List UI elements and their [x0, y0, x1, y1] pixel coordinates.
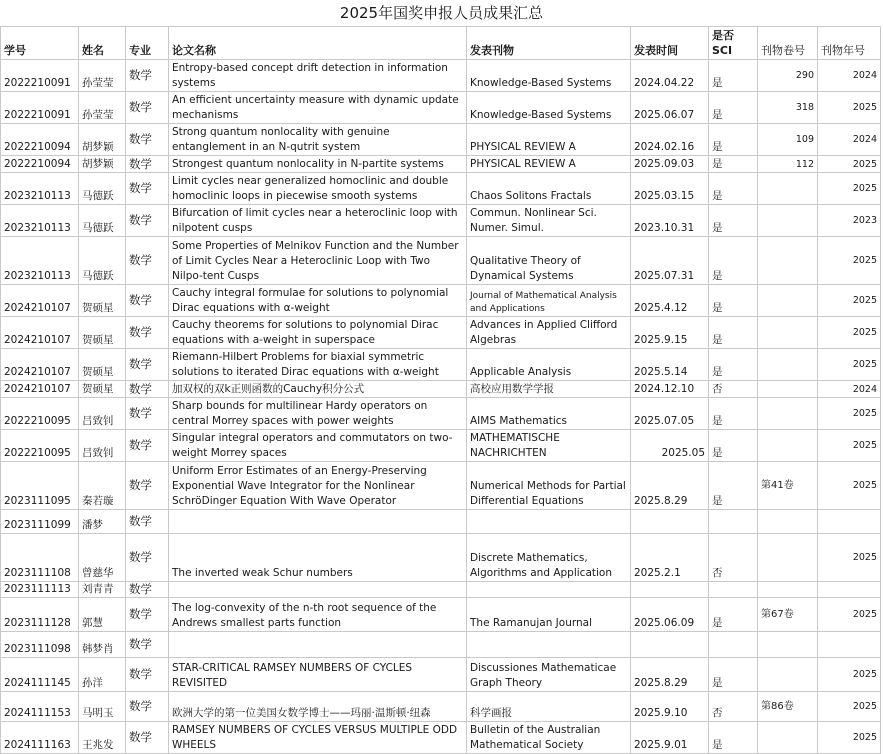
publish-date-cell[interactable]: 2024.02.16: [631, 124, 709, 156]
year-cell[interactable]: 2025: [818, 722, 881, 754]
paper-title-cell[interactable]: Cauchy integral formulae for solutions to polynomial Dirac equations with α-weight: [169, 285, 467, 317]
sci-cell[interactable]: 是: [709, 398, 758, 430]
table-row: [1, 124, 881, 156]
publish-date-cell[interactable]: 2024.04.22: [631, 60, 709, 92]
year-cell[interactable]: 2025: [818, 237, 881, 285]
journal-cell[interactable]: Advances in Applied Clifford Algebras: [467, 317, 631, 349]
table-row: [1, 534, 881, 582]
student-name-cell[interactable]: 贺硕星: [79, 349, 126, 381]
sci-cell[interactable]: [709, 510, 758, 534]
sci-cell[interactable]: [709, 632, 758, 658]
journal-cell[interactable]: The Ramanujan Journal: [467, 598, 631, 632]
publish-date-cell[interactable]: 2025.07.05: [631, 398, 709, 430]
table-body: [1, 60, 881, 754]
sci-cell[interactable]: 是: [709, 237, 758, 285]
paper-title-cell[interactable]: The inverted weak Schur numbers: [169, 534, 467, 582]
table-row: [1, 462, 881, 510]
major-cell[interactable]: 数学: [126, 349, 169, 381]
student-id-cell[interactable]: 2024210107: [1, 317, 79, 349]
major-cell[interactable]: 数学: [126, 462, 169, 510]
paper-title-cell[interactable]: [169, 582, 467, 598]
volume-cell[interactable]: [758, 285, 818, 317]
paper-title-cell[interactable]: Strongest quantum nonlocality in N-partite systems: [169, 156, 467, 173]
table-row: [1, 722, 881, 754]
paper-title-cell[interactable]: Strong quantum nonlocality with genuine entanglement in an N-qutrit system: [169, 124, 467, 156]
table-row: [1, 285, 881, 317]
journal-cell[interactable]: Discussiones Mathematicae Graph Theory: [467, 658, 631, 692]
major-cell[interactable]: 数学: [126, 381, 169, 398]
table-row: [1, 237, 881, 285]
table-row: [1, 582, 881, 598]
journal-cell[interactable]: PHYSICAL REVIEW A: [467, 156, 631, 173]
student-id-cell[interactable]: 2023111113: [1, 582, 79, 598]
table-row: [1, 349, 881, 381]
sci-cell[interactable]: 是: [709, 658, 758, 692]
table-row: [1, 632, 881, 658]
col-header-year[interactable]: 刊物年号: [818, 27, 881, 60]
sci-cell[interactable]: 否: [709, 692, 758, 722]
student-id-cell[interactable]: 2024210107: [1, 285, 79, 317]
publish-date-cell[interactable]: [631, 510, 709, 534]
journal-cell[interactable]: [467, 510, 631, 534]
publish-date-cell[interactable]: 2025.8.29: [631, 462, 709, 510]
student-name-cell[interactable]: 潘梦: [79, 510, 126, 534]
header-row: [1, 27, 881, 60]
journal-cell[interactable]: MATHEMATISCHE NACHRICHTEN: [467, 430, 631, 462]
student-id-cell[interactable]: 2024111145: [1, 658, 79, 692]
publish-date-cell[interactable]: 2025.4.12: [631, 285, 709, 317]
publish-date-cell[interactable]: [631, 632, 709, 658]
student-name-cell[interactable]: 王兆发: [79, 722, 126, 754]
publish-date-cell[interactable]: 2025.06.09: [631, 598, 709, 632]
table-row: [1, 381, 881, 398]
major-cell[interactable]: 数学: [126, 430, 169, 462]
publish-date-cell[interactable]: 2025.8.29: [631, 658, 709, 692]
col-header-paper[interactable]: 论文名称: [169, 27, 467, 60]
col-header-sci[interactable]: 是否SCI: [709, 27, 758, 60]
volume-cell[interactable]: [758, 317, 818, 349]
journal-cell[interactable]: [467, 632, 631, 658]
year-cell[interactable]: 2025: [818, 462, 881, 510]
sci-cell[interactable]: 是: [709, 285, 758, 317]
year-cell[interactable]: 2025: [818, 156, 881, 173]
volume-cell[interactable]: [758, 237, 818, 285]
volume-cell[interactable]: [758, 658, 818, 692]
student-id-cell[interactable]: 2023111098: [1, 632, 79, 658]
paper-title-cell[interactable]: [169, 510, 467, 534]
volume-cell[interactable]: [758, 534, 818, 582]
paper-title-cell[interactable]: [169, 632, 467, 658]
student-id-cell[interactable]: 2024111163: [1, 722, 79, 754]
year-cell[interactable]: 2025: [818, 598, 881, 632]
sci-cell[interactable]: 否: [709, 534, 758, 582]
year-cell[interactable]: 2025: [818, 534, 881, 582]
major-cell[interactable]: 数学: [126, 156, 169, 173]
major-cell[interactable]: 数学: [126, 60, 169, 92]
student-name-cell[interactable]: 孙洋: [79, 658, 126, 692]
volume-cell[interactable]: [758, 398, 818, 430]
year-cell[interactable]: [818, 632, 881, 658]
table-row: [1, 92, 881, 124]
publish-date-cell[interactable]: 2025.09.03: [631, 156, 709, 173]
table-row: [1, 205, 881, 237]
table-row: [1, 60, 881, 92]
sci-cell[interactable]: 是: [709, 722, 758, 754]
student-id-cell[interactable]: 2023210113: [1, 205, 79, 237]
major-cell[interactable]: 数学: [126, 582, 169, 598]
student-id-cell[interactable]: 2023111108: [1, 534, 79, 582]
volume-cell[interactable]: [758, 510, 818, 534]
paper-title-cell[interactable]: Singular integral operators and commutators on two-weight Morrey spaces: [169, 430, 467, 462]
sci-cell[interactable]: 是: [709, 205, 758, 237]
year-cell[interactable]: 2025: [818, 430, 881, 462]
sci-cell[interactable]: 是: [709, 317, 758, 349]
student-id-cell[interactable]: 2023111099: [1, 510, 79, 534]
table-row: [1, 658, 881, 692]
table-row: [1, 317, 881, 349]
sheet-title: 2025年国奖申报人员成果汇总: [339, 4, 544, 22]
major-cell[interactable]: 数学: [126, 124, 169, 156]
student-name-cell[interactable]: 马德跃: [79, 173, 126, 205]
paper-title-cell[interactable]: An efficient uncertainty measure with dynamic update mechanisms: [169, 92, 467, 124]
major-cell[interactable]: 数学: [126, 658, 169, 692]
publish-date-cell[interactable]: 2025.2.1: [631, 534, 709, 582]
paper-title-cell[interactable]: Sharp bounds for multilinear Hardy operators on central Morrey spaces with power weights: [169, 398, 467, 430]
student-id-cell[interactable]: 2024210107: [1, 381, 79, 398]
paper-title-cell[interactable]: Limit cycles near generalized homoclinic and double homoclinic loops in piecewise smooth systems: [169, 173, 467, 205]
student-name-cell[interactable]: 马明玉: [79, 692, 126, 722]
sci-cell[interactable]: [709, 582, 758, 598]
journal-cell[interactable]: Knowledge-Based Systems: [467, 92, 631, 124]
year-cell[interactable]: [818, 582, 881, 598]
paper-title-cell[interactable]: 加双权的双k正则函数的Cauchy积分公式: [169, 381, 467, 398]
volume-cell[interactable]: 第41卷: [758, 462, 818, 510]
table-row: [1, 156, 881, 173]
volume-cell[interactable]: 109: [758, 124, 818, 156]
journal-cell[interactable]: Applicable Analysis: [467, 349, 631, 381]
volume-cell[interactable]: 第67卷: [758, 598, 818, 632]
student-name-cell[interactable]: 贺硕星: [79, 381, 126, 398]
student-name-cell[interactable]: 曾慈华: [79, 534, 126, 582]
sci-cell[interactable]: 是: [709, 462, 758, 510]
paper-title-cell[interactable]: RAMSEY NUMBERS OF CYCLES VERSUS MULTIPLE ODD WHEELS: [169, 722, 467, 754]
paper-title-cell[interactable]: STAR-CRITICAL RAMSEY NUMBERS OF CYCLES REVISITED: [169, 658, 467, 692]
major-cell[interactable]: 数学: [126, 173, 169, 205]
volume-cell[interactable]: 318: [758, 92, 818, 124]
major-cell[interactable]: 数学: [126, 510, 169, 534]
sci-cell[interactable]: 是: [709, 92, 758, 124]
journal-cell[interactable]: [467, 582, 631, 598]
year-cell[interactable]: [818, 510, 881, 534]
student-name-cell[interactable]: 马德跃: [79, 205, 126, 237]
journal-cell[interactable]: 科学画报: [467, 692, 631, 722]
journal-cell[interactable]: 高校应用数学学报: [467, 381, 631, 398]
student-name-cell[interactable]: 吕致钊: [79, 398, 126, 430]
sci-cell[interactable]: 是: [709, 430, 758, 462]
paper-title-cell[interactable]: Some Properties of Melnikov Function and the Number of Limit Cycles Near a Heteroclinic Loop with Two Nilpo-tent Cusps: [169, 237, 467, 285]
publish-date-cell[interactable]: 2025.06.07: [631, 92, 709, 124]
publish-date-cell[interactable]: 2024.12.10: [631, 381, 709, 398]
major-cell[interactable]: 数学: [126, 722, 169, 754]
journal-cell[interactable]: PHYSICAL REVIEW A: [467, 124, 631, 156]
year-cell[interactable]: 2025: [818, 658, 881, 692]
paper-title-cell[interactable]: Entropy-based concept drift detection in information systems: [169, 60, 467, 92]
student-name-cell[interactable]: 韩梦肖: [79, 632, 126, 658]
year-cell[interactable]: 2023: [818, 205, 881, 237]
year-cell[interactable]: 2025: [818, 285, 881, 317]
volume-cell[interactable]: [758, 173, 818, 205]
table-row: [1, 692, 881, 722]
student-id-cell[interactable]: 2023210113: [1, 237, 79, 285]
major-cell[interactable]: 数学: [126, 317, 169, 349]
major-cell[interactable]: 数学: [126, 285, 169, 317]
major-cell[interactable]: 数学: [126, 398, 169, 430]
year-cell[interactable]: 2025: [818, 173, 881, 205]
volume-cell[interactable]: [758, 205, 818, 237]
paper-title-cell[interactable]: Uniform Error Estimates of an Energy-Preserving Exponential Wave Integrator for the Nonlinear SchröDinger Equation With Wave Operator: [169, 462, 467, 510]
year-cell[interactable]: 2024: [818, 60, 881, 92]
journal-cell[interactable]: Bulletin of the Australian Mathematical Society: [467, 722, 631, 754]
student-id-cell[interactable]: 2023111095: [1, 462, 79, 510]
year-cell[interactable]: 2025: [818, 92, 881, 124]
col-header-volume[interactable]: 刊物卷号: [758, 27, 818, 60]
student-name-cell[interactable]: 胡梦颖: [79, 124, 126, 156]
publish-date-cell[interactable]: 2025.05: [631, 430, 709, 462]
sci-cell[interactable]: 是: [709, 598, 758, 632]
student-name-cell[interactable]: 胡梦颖: [79, 156, 126, 173]
table-row: [1, 430, 881, 462]
sci-cell[interactable]: 是: [709, 173, 758, 205]
col-header-date[interactable]: 发表时间: [631, 27, 709, 60]
paper-title-cell[interactable]: Riemann-Hilbert Problems for biaxial symmetric solutions to iterated Dirac equations with α-weight: [169, 349, 467, 381]
sci-cell[interactable]: 否: [709, 381, 758, 398]
table-row: [1, 598, 881, 632]
table-row: [1, 173, 881, 205]
major-cell[interactable]: 数学: [126, 534, 169, 582]
sci-cell[interactable]: 是: [709, 349, 758, 381]
student-name-cell[interactable]: 马德跃: [79, 237, 126, 285]
col-header-name[interactable]: 姓名: [79, 27, 126, 60]
volume-cell[interactable]: [758, 632, 818, 658]
journal-cell[interactable]: Journal of Mathematical Analysis and Applications: [467, 285, 631, 317]
col-header-journal[interactable]: 发表刊物: [467, 27, 631, 60]
major-cell[interactable]: 数学: [126, 205, 169, 237]
publish-date-cell[interactable]: 2025.5.14: [631, 349, 709, 381]
paper-title-cell[interactable]: Bifurcation of limit cycles near a heteroclinic loop with nilpotent cusps: [169, 205, 467, 237]
major-cell[interactable]: 数学: [126, 692, 169, 722]
publish-date-cell[interactable]: 2025.03.15: [631, 173, 709, 205]
student-id-cell[interactable]: 2023210113: [1, 173, 79, 205]
year-cell[interactable]: 2025: [818, 317, 881, 349]
student-name-cell[interactable]: 秦若璇: [79, 462, 126, 510]
publish-date-cell[interactable]: 2025.9.10: [631, 692, 709, 722]
volume-cell[interactable]: [758, 430, 818, 462]
student-id-cell[interactable]: 2022210094: [1, 124, 79, 156]
volume-cell[interactable]: [758, 381, 818, 398]
paper-title-cell[interactable]: Cauchy theorems for solutions to polynomial Dirac equations with a-weight in superspace: [169, 317, 467, 349]
major-cell[interactable]: 数学: [126, 632, 169, 658]
major-cell[interactable]: 数学: [126, 598, 169, 632]
paper-title-cell[interactable]: 欧洲大学的第一位美国女数学博士——玛丽·温斯顿·纽森: [169, 692, 467, 722]
volume-cell[interactable]: 112: [758, 156, 818, 173]
journal-cell[interactable]: Qualitative Theory of Dynamical Systems: [467, 237, 631, 285]
year-cell[interactable]: 2025: [818, 349, 881, 381]
volume-cell[interactable]: [758, 582, 818, 598]
publish-date-cell[interactable]: [631, 582, 709, 598]
year-cell[interactable]: 2024: [818, 381, 881, 398]
journal-cell[interactable]: AIMS Mathematics: [467, 398, 631, 430]
student-id-cell[interactable]: 2022210095: [1, 398, 79, 430]
year-cell[interactable]: 2024: [818, 124, 881, 156]
student-name-cell[interactable]: 刘青青: [79, 582, 126, 598]
student-name-cell[interactable]: 孙莹莹: [79, 60, 126, 92]
student-id-cell[interactable]: 2022210094: [1, 156, 79, 173]
student-name-cell[interactable]: 吕致钊: [79, 430, 126, 462]
volume-cell[interactable]: [758, 349, 818, 381]
volume-cell[interactable]: 第86卷: [758, 692, 818, 722]
student-name-cell[interactable]: 贺硕星: [79, 317, 126, 349]
journal-cell[interactable]: Commun. Nonlinear Sci. Numer. Simul.: [467, 205, 631, 237]
student-name-cell[interactable]: 孙莹莹: [79, 92, 126, 124]
paper-title-cell[interactable]: The log-convexity of the n-th root sequence of the Andrews smallest parts function: [169, 598, 467, 632]
student-name-cell[interactable]: 郭慧: [79, 598, 126, 632]
publish-date-cell[interactable]: 2025.07.31: [631, 237, 709, 285]
col-header-major[interactable]: 专业: [126, 27, 169, 60]
publish-date-cell[interactable]: 2025.9.01: [631, 722, 709, 754]
journal-cell[interactable]: Chaos Solitons Fractals: [467, 173, 631, 205]
student-id-cell[interactable]: 2022210095: [1, 430, 79, 462]
student-id-cell[interactable]: 2022210091: [1, 92, 79, 124]
publish-date-cell[interactable]: 2025.9.15: [631, 317, 709, 349]
year-cell[interactable]: 2025: [818, 398, 881, 430]
year-cell[interactable]: 2025: [818, 692, 881, 722]
volume-cell[interactable]: [758, 722, 818, 754]
student-id-cell[interactable]: 2024111153: [1, 692, 79, 722]
table-row: [1, 398, 881, 430]
sci-cell[interactable]: 是: [709, 156, 758, 173]
sci-cell[interactable]: 是: [709, 124, 758, 156]
student-id-cell[interactable]: 2023111128: [1, 598, 79, 632]
major-cell[interactable]: 数学: [126, 237, 169, 285]
results-table: [0, 26, 881, 754]
sci-cell[interactable]: 是: [709, 60, 758, 92]
student-name-cell[interactable]: 贺硕星: [79, 285, 126, 317]
volume-cell[interactable]: 290: [758, 60, 818, 92]
student-id-cell[interactable]: 2022210091: [1, 60, 79, 92]
col-header-id[interactable]: 学号: [1, 27, 79, 60]
journal-cell[interactable]: Discrete Mathematics, Algorithms and Application: [467, 534, 631, 582]
journal-cell[interactable]: Numerical Methods for Partial Differential Equations: [467, 462, 631, 510]
journal-cell[interactable]: Knowledge-Based Systems: [467, 60, 631, 92]
major-cell[interactable]: 数学: [126, 92, 169, 124]
table-row: [1, 510, 881, 534]
publish-date-cell[interactable]: 2023.10.31: [631, 205, 709, 237]
student-id-cell[interactable]: 2024210107: [1, 349, 79, 381]
